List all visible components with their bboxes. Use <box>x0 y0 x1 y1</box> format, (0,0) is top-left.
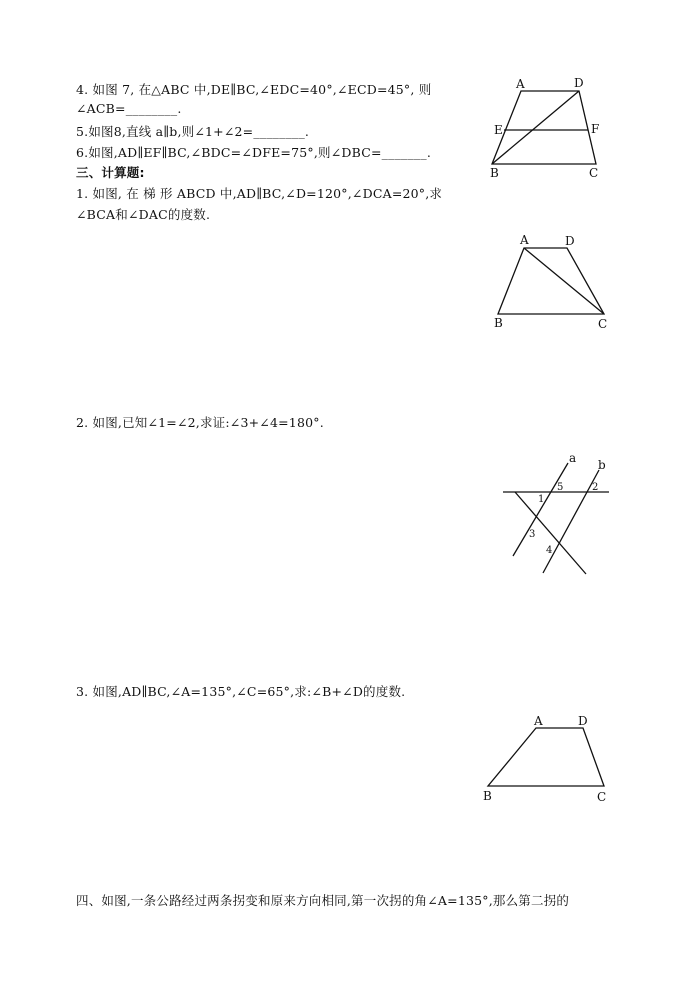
label-a: A <box>534 714 543 728</box>
angle-label-1: 1 <box>538 494 545 505</box>
trapezoid-outline <box>488 728 604 786</box>
transversal-line <box>515 492 586 574</box>
problem-2: 2. 如图,已知∠1=∠2,求证:∠3+∠4=180°. <box>76 415 324 430</box>
label-f: F <box>591 122 600 136</box>
section-four-text: 四、如图,一条公路经过两条拐变和原来方向相同,第一次拐的角∠A=135°,那么第二拐的 <box>76 893 570 908</box>
question-6: 6.如图,AD∥EF∥BC,∠BDC=∠DFE=75°,则∠DBC=_______. <box>76 145 431 160</box>
label-d: D <box>574 76 584 90</box>
angle-label-2: 2 <box>592 482 599 493</box>
label-c: C <box>589 166 599 180</box>
angle-label-3: 3 <box>529 529 536 540</box>
label-d: D <box>578 714 588 728</box>
label-a: A <box>516 77 525 91</box>
label-b: b <box>598 458 606 472</box>
problem-1-line-2: ∠BCA和∠DAC的度数. <box>76 207 211 222</box>
figure-parallel-lines-angles <box>495 450 625 580</box>
label-a: A <box>520 233 529 247</box>
diagonal-ac <box>524 248 604 314</box>
trapezoid-outline <box>498 248 604 314</box>
problem-3: 3. 如图,AD∥BC,∠A=135°,∠C=65°,求:∠B+∠D的度数. <box>76 684 406 699</box>
angle-label-4: 4 <box>546 545 553 556</box>
angle-label-5: 5 <box>557 482 564 493</box>
diagonal-bd <box>492 91 579 164</box>
problem-1-line-1: 1. 如图, 在 梯 形 ABCD 中,AD∥BC,∠D=120°,∠DCA=20°,求 <box>76 186 443 201</box>
label-c: C <box>597 790 607 804</box>
figure-trapezoid-diagonal-ac <box>485 230 625 340</box>
figure-trapezoid-ef-diagonal <box>480 70 620 185</box>
label-e: E <box>494 123 503 137</box>
section-heading-calculation: 三、计算题: <box>76 165 145 180</box>
question-4-line-1: 4. 如图 7, 在△ABC 中,DE∥BC,∠EDC=40°,∠ECD=45°, 则 <box>76 82 432 97</box>
question-4-line-2: ∠ACB=________. <box>76 101 182 116</box>
question-5: 5.如图8,直线 a∥b,则∠1+∠2=________. <box>76 124 310 139</box>
label-b: B <box>483 789 492 803</box>
label-b: B <box>494 316 503 330</box>
figure-trapezoid <box>478 710 618 810</box>
label-a: a <box>569 451 577 465</box>
label-d: D <box>565 234 575 248</box>
label-b: B <box>490 166 499 180</box>
label-c: C <box>598 317 608 331</box>
trapezoid-outline <box>492 91 596 164</box>
